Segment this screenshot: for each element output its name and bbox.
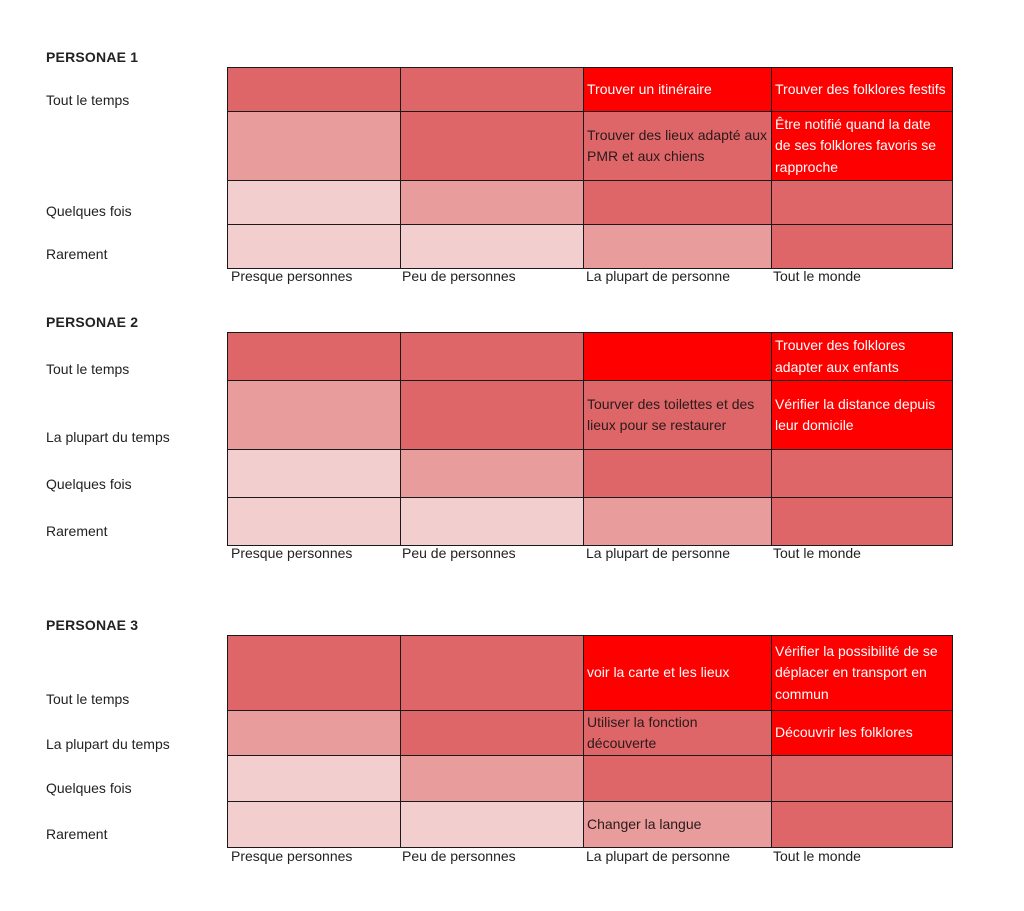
persona-title: PERSONAE 2 (46, 314, 139, 330)
matrix-row (228, 756, 953, 802)
matrix-cell (772, 756, 953, 802)
column-label: Peu de personnes (402, 848, 516, 864)
row-label: Quelques fois (46, 780, 132, 796)
matrix-cell (772, 181, 953, 225)
column-label: Peu de personnes (402, 545, 516, 561)
priority-matrix (227, 332, 953, 546)
matrix-cell: Trouver des folklores adapter aux enfants (772, 333, 953, 381)
matrix-row (228, 68, 953, 112)
matrix-cell (584, 181, 772, 225)
column-label: Peu de personnes (402, 268, 516, 284)
row-label: Quelques fois (46, 203, 132, 219)
matrix-cell (228, 112, 401, 181)
priority-matrix (227, 635, 953, 848)
matrix-cell (401, 711, 584, 756)
matrix-cell (772, 450, 953, 498)
matrix-cell (228, 802, 401, 848)
matrix-cell: Tourver des toilettes et des lieux pour se restaurer (584, 381, 772, 450)
matrix-row (228, 181, 953, 225)
matrix-cell (228, 68, 401, 112)
matrix-cell (401, 112, 584, 181)
matrix-row (228, 802, 953, 848)
row-label: Rarement (46, 523, 108, 539)
row-label: Quelques fois (46, 476, 132, 492)
priority-matrix (227, 67, 953, 269)
matrix-cell (228, 225, 401, 269)
persona-title: PERSONAE 1 (46, 49, 139, 65)
matrix-cell: Changer la langue (584, 802, 772, 848)
matrix-cell (228, 498, 401, 546)
column-label: Tout le monde (773, 545, 861, 561)
matrix-cell (228, 636, 401, 711)
column-label: Tout le monde (773, 268, 861, 284)
column-label: La plupart de personne (586, 545, 730, 561)
matrix-cell: voir la carte et les lieux (584, 636, 772, 711)
matrix-row (228, 636, 953, 711)
matrix-cell: Découvrir les folklores (772, 711, 953, 756)
matrix-row (228, 225, 953, 269)
row-label: Tout le temps (46, 361, 130, 377)
column-label: Presque personnes (231, 268, 353, 284)
matrix-cell (772, 225, 953, 269)
matrix-row (228, 333, 953, 381)
column-label: Tout le monde (773, 848, 861, 864)
matrix-cell (401, 225, 584, 269)
row-label: La plupart du temps (46, 736, 170, 752)
matrix-cell (401, 450, 584, 498)
matrix-row (228, 711, 953, 756)
matrix-cell (401, 333, 584, 381)
matrix-cell (772, 802, 953, 848)
matrix-cell (401, 381, 584, 450)
column-label: Presque personnes (231, 848, 353, 864)
matrix-cell (401, 68, 584, 112)
row-label: Tout le temps (46, 691, 130, 707)
row-label: La plupart du temps (46, 429, 170, 445)
matrix-cell (228, 756, 401, 802)
row-label: Rarement (46, 246, 108, 262)
column-label: La plupart de personne (586, 268, 730, 284)
matrix-cell: Vérifier la distance depuis leur domicile (772, 381, 953, 450)
matrix-cell (401, 636, 584, 711)
matrix-cell: Être notifié quand la date de ses folklores favoris se rapproche (772, 112, 953, 181)
matrix-cell (584, 756, 772, 802)
matrix-cell: Vérifier la possibilité de se déplacer en transport en commun (772, 636, 953, 711)
matrix-cell (228, 711, 401, 756)
matrix-cell (584, 450, 772, 498)
matrix-cell (228, 381, 401, 450)
matrix-cell (401, 181, 584, 225)
matrix-cell: Trouver un itinéraire (584, 68, 772, 112)
matrix-cell: Trouver des lieux adapté aux PMR et aux chiens (584, 112, 772, 181)
matrix-cell (401, 756, 584, 802)
matrix-cell (401, 802, 584, 848)
row-label: Rarement (46, 826, 108, 842)
matrix-cell: Utiliser la fonction découverte (584, 711, 772, 756)
matrix-cell (401, 498, 584, 546)
matrix-row (228, 450, 953, 498)
matrix-cell (584, 225, 772, 269)
matrix-row (228, 381, 953, 450)
persona-title: PERSONAE 3 (46, 617, 139, 633)
column-label: Presque personnes (231, 545, 353, 561)
matrix-cell (228, 450, 401, 498)
row-label: Tout le temps (46, 92, 130, 108)
matrix-cell (228, 181, 401, 225)
matrix-cell (228, 333, 401, 381)
matrix-row (228, 498, 953, 546)
matrix-cell (772, 498, 953, 546)
column-label: La plupart de personne (586, 848, 730, 864)
matrix-cell: Trouver des folklores festifs (772, 68, 953, 112)
matrix-row (228, 112, 953, 181)
matrix-cell (584, 333, 772, 381)
matrix-cell (584, 498, 772, 546)
